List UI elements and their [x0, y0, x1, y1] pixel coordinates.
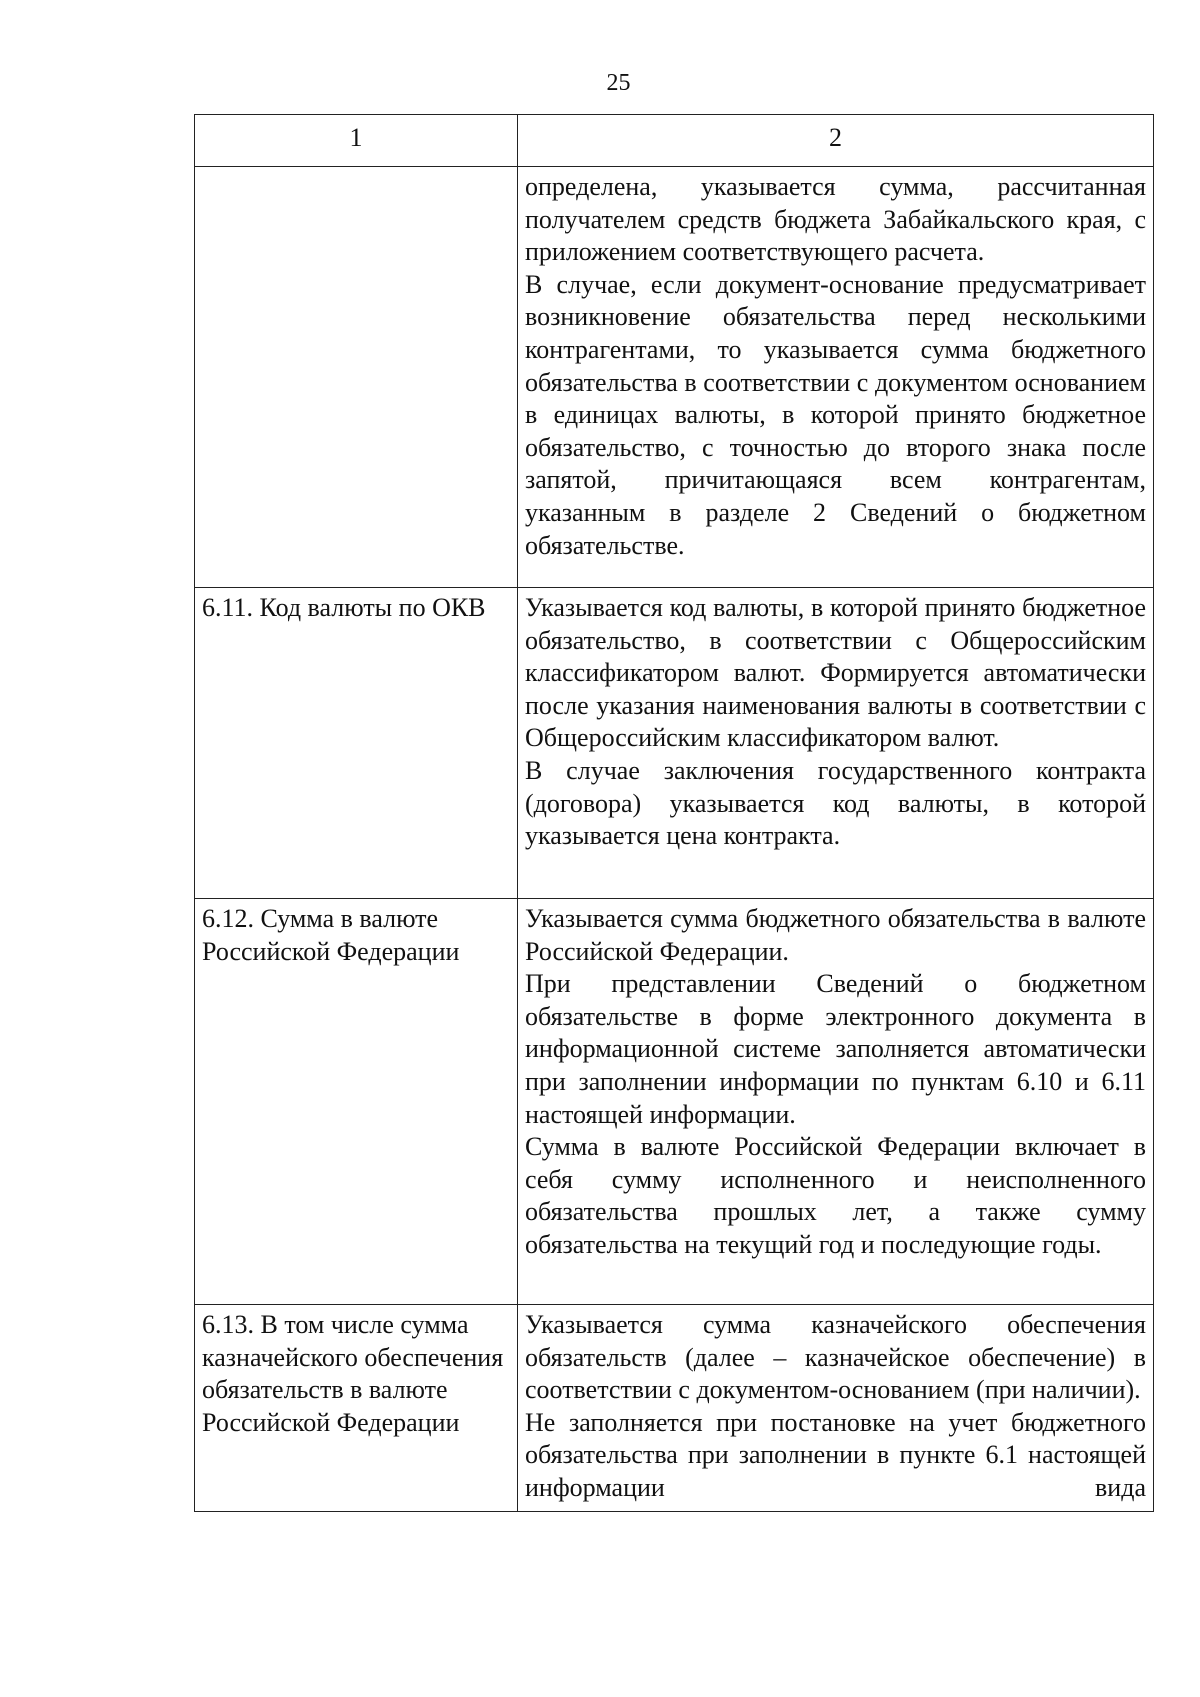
field-name-cell	[195, 167, 518, 588]
paragraph: Указывается сумма бюджетного обязательства в валюте Российской Федерации.	[525, 904, 1146, 966]
paragraph: определена, указывается сумма, рассчитанная получателем средств бюджета Забайкальского края, с приложением соответствующего расчета.	[525, 172, 1146, 267]
paragraph: Указывается код валюты, в которой принято бюджетное обязательство, в соответствии с Общероссийским классификатором валют. Формируется автоматически после указания наименования валюты в соответствии с Общероссийским классификатором валют.	[525, 593, 1146, 753]
field-description-cell	[518, 1305, 1154, 1512]
table-row	[195, 1305, 1154, 1512]
paragraph: В случае, если документ-основание предусматривает возникновение обязательства перед несколькими контрагентами, то указывается сумма бюджетного обязательства в соответствии с документом основанием в единицах валюты, в которой принято бюджетное обязательство, с точностью до второго знака после запятой, причитающаяся всем контрагентам, указанным в разделе 2 Сведений о бюджетном обязательстве.	[525, 269, 1146, 560]
header-cell-1: 1	[195, 115, 518, 167]
document-table	[194, 114, 1154, 1512]
paragraph: При представлении Сведений о бюджетном обязательстве в форме электронного документа в информационной системе заполняется автоматически при заполнении информации по пунктам 6.10 и 6.11 настоящей информации.	[525, 969, 1146, 1129]
field-description-cell	[518, 899, 1154, 1305]
header-cell-2: 2	[518, 115, 1154, 167]
table-row	[195, 167, 1154, 588]
table-row	[195, 588, 1154, 899]
page-number: 25	[606, 70, 631, 96]
paragraph: Указывается сумма казначейского обеспечения обязательств (далее – казначейское обеспечение) в соответствии с документом-основанием (при наличии).	[525, 1310, 1146, 1405]
field-description-cell	[518, 588, 1154, 899]
paragraph: Сумма в валюте Российской Федерации включает в себя сумму исполненного и неисполненного обязательства прошлых лет, а также сумму обязательства на текущий год и последующие годы.	[525, 1132, 1146, 1259]
field-description-cell	[518, 167, 1154, 588]
paragraph: В случае заключения государственного контракта (договора) указывается код валюты, в которой указывается цена контракта.	[525, 755, 1146, 851]
field-name-cell: 6.13. В том числе сумма казначейского обеспечения обязательств в валюте Российской Федерации	[195, 1305, 518, 1512]
field-name-cell: 6.11. Код валюты по ОКВ	[195, 588, 518, 899]
field-name-cell: 6.12. Сумма в валюте Российской Федерации	[195, 899, 518, 1305]
paragraph: Не заполняется при постановке на учет бюджетного обязательства при заполнении в пункте 6.1 настоящей информации вида	[525, 1407, 1146, 1502]
table-header-row	[195, 115, 1154, 167]
table-row	[195, 899, 1154, 1305]
